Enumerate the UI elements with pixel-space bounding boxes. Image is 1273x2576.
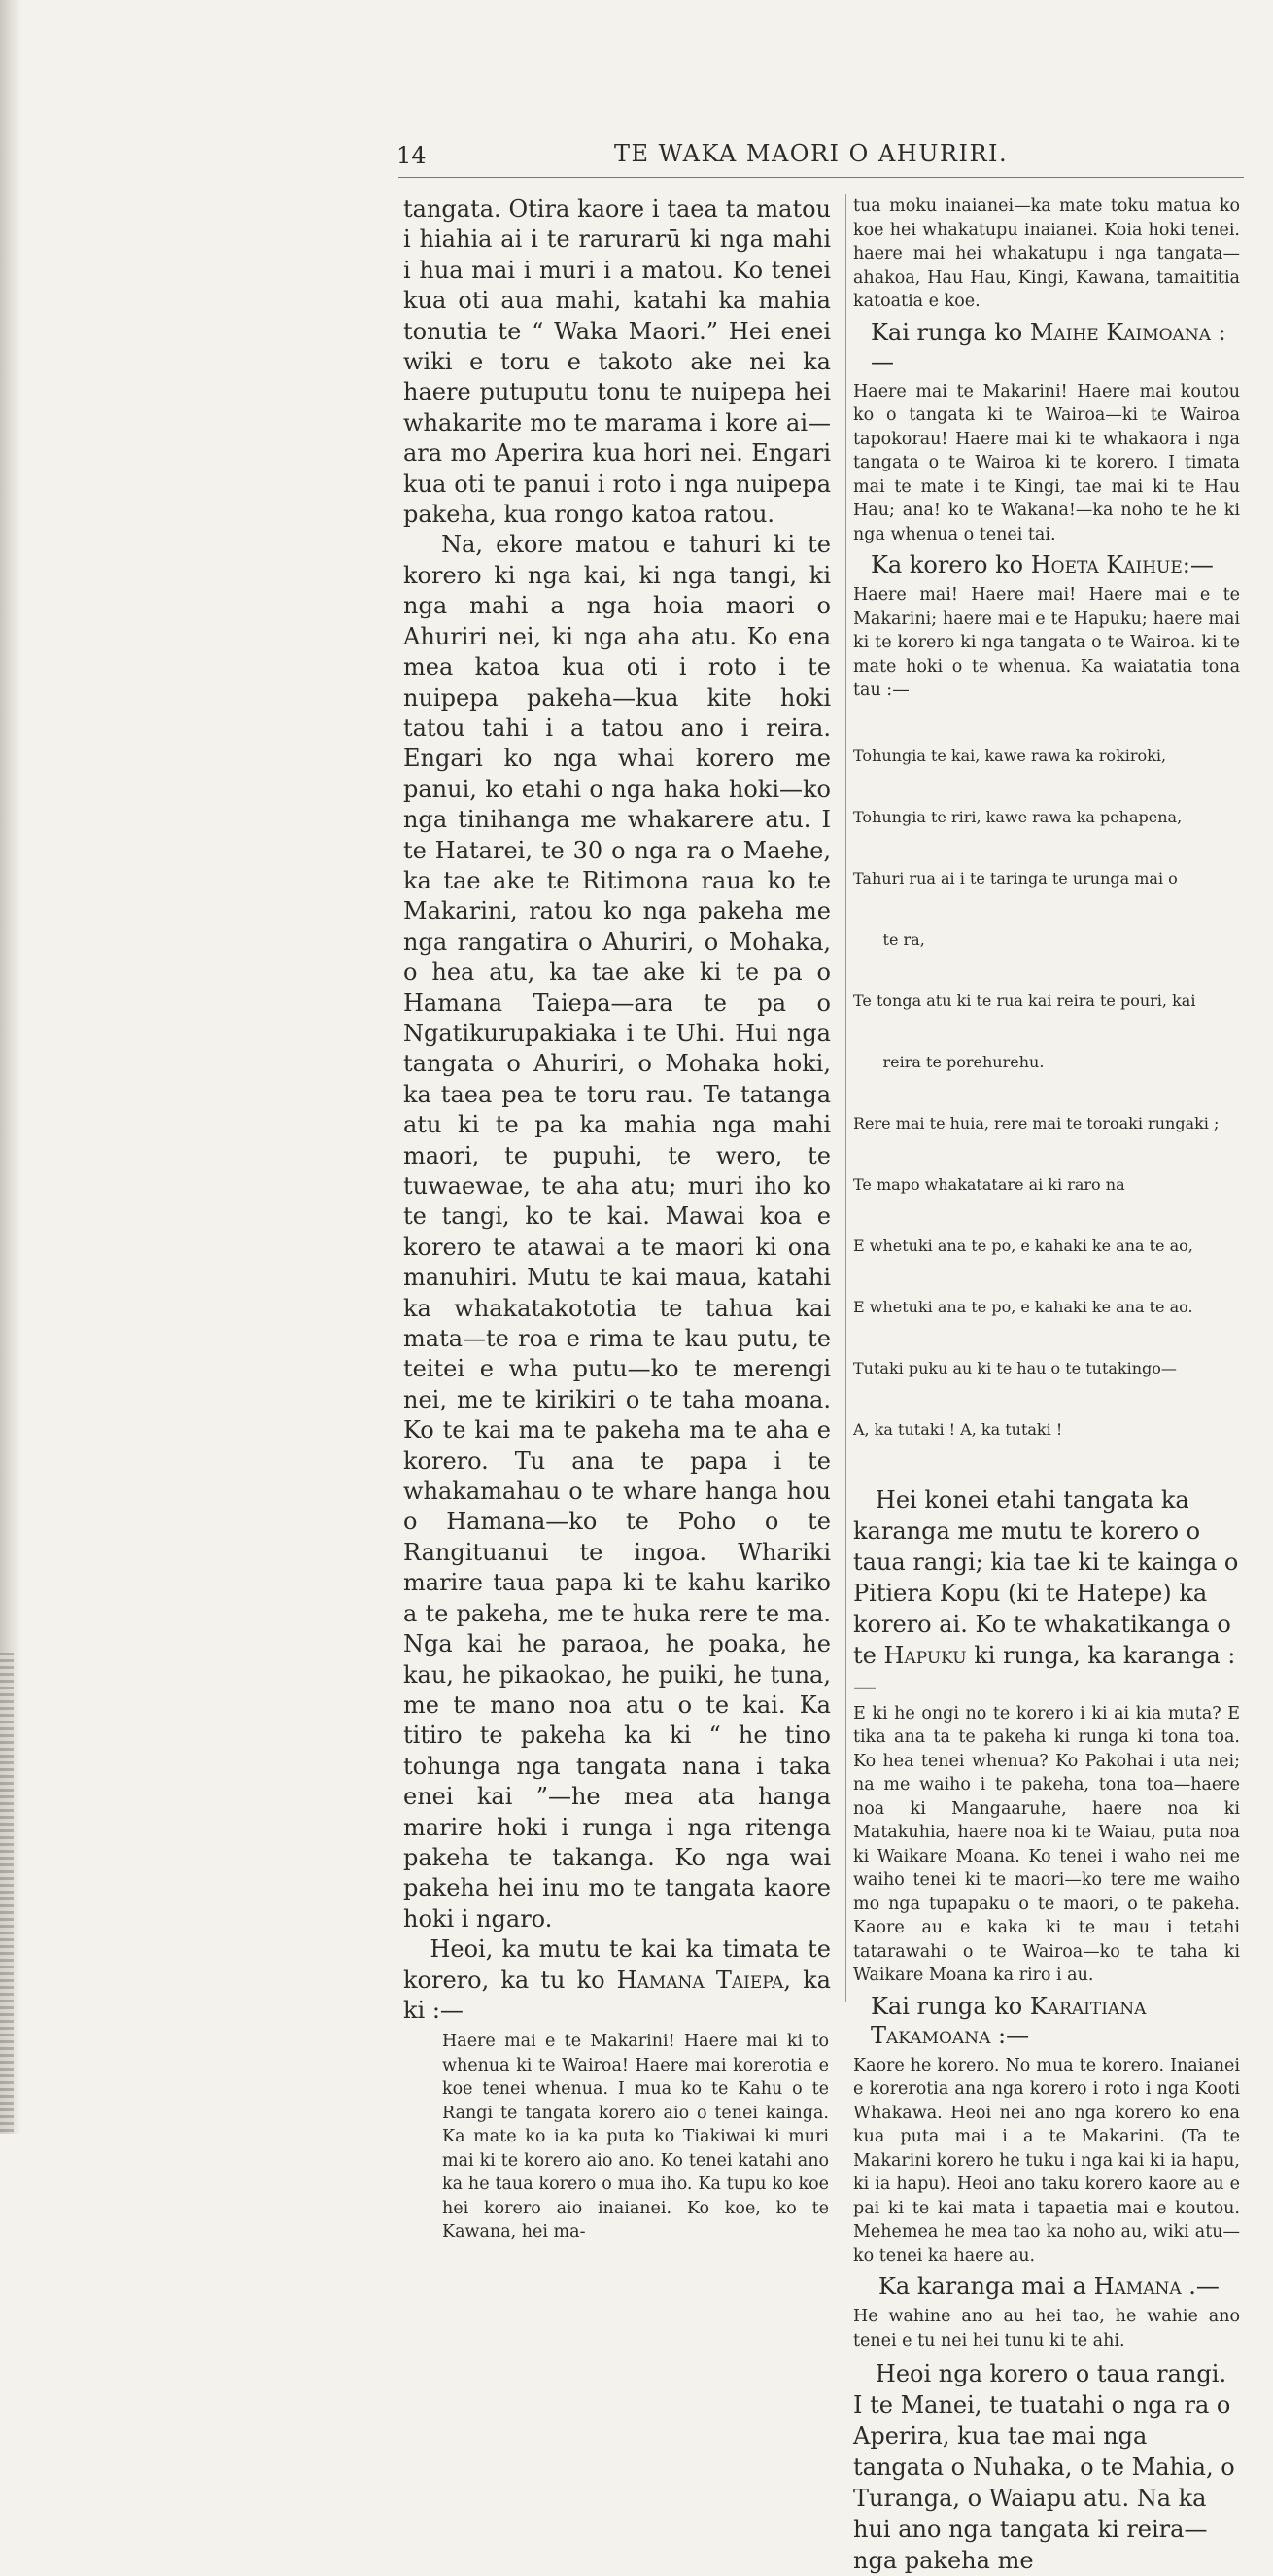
heading-suffix: :—: [990, 2021, 1030, 2049]
speaker-heading-karaitiana: [843, 1992, 1244, 2050]
speaker-heading-hoeta: [843, 550, 1244, 579]
heading-suffix: :—: [871, 318, 1226, 375]
heading-suffix: .—: [1181, 2273, 1220, 2300]
closing-paragraph: Heoi nga korero o taua rangi. I te Manei, te tuatahi o nga ra o Aperira, kua tae mai nga tangata o Nuhaka, o te Mahia, o Turanga, o Waiapu atu. Na ka hui ano nga tangata ki reira—nga pakeha me: [853, 2360, 1243, 2574]
heading-prefix: Kai runga ko: [871, 318, 1030, 346]
narrative-tail: ki runga, ka karanga :—: [853, 1641, 1236, 1700]
heading-prefix: Kai runga ko: [871, 1992, 1030, 2020]
heading-name: Maihe Kaimoana: [1029, 318, 1211, 346]
speech-continued: tua moku inaianei—ka mate toku matua ko koe hei whakatupu inaianei. Koia hoki tenei. haere mai hei whakatupu i nga tangata—ahakoa, Hau Hau, Kingi, Kawana, tamaititia katoatia e koe.: [853, 196, 1246, 311]
speaker-name: Hamana Taiepa: [616, 1966, 784, 1994]
left-body-text: [403, 194, 839, 2026]
poem-line: Te mapo whakatatare ai ki raro na: [853, 1174, 1125, 1194]
speaker-heading-hamana: [843, 2272, 1244, 2301]
speaker-tail: , ka ki :—: [403, 1966, 839, 2024]
speaker-heading-maihe: [843, 318, 1244, 376]
left-column: [403, 194, 839, 2245]
poem-line: E whetuki ana te po, e kahaki ke ana te ao,: [853, 1236, 1193, 1255]
karaitiana-speech: Kaore he korero. No mua te korero. Inaianei e korerotia ana nga korero i roto i nga Kooti Whakawa. Heoi nei ano nga korero ko ena kua puta mai i a te Makarini. (Ta te Makarini korero he tuku i nga kai ki ia hapu, ki ia hapu). Heoi ano taku korero kaore au e pai ki te kai mata i tapaetia mai e koutou. Mehemea he mea tao ka noho au, wiki atu—ko tenei ka haere au.: [853, 2055, 1246, 2266]
poem-line: Rere mai te huia, rere mai te toroaki rungaki ;: [853, 1113, 1220, 1132]
narrative-paragraph: [843, 1484, 1244, 1702]
poem-line: Tohungia te kai, kawe rawa ka rokiroki,: [853, 746, 1167, 765]
heading-suffix: :—: [1182, 551, 1214, 578]
poem-line: A, ka tutaki ! A, ka tutaki !: [853, 1419, 1063, 1439]
heading-prefix: Ka korero ko: [871, 551, 1031, 578]
poem-line: Tahuri rua ai i te taringa te urunga mai o: [853, 868, 1178, 888]
left-body-main: tangata. Otira kaore i taea ta matou i hiahia ai i te rarurarū ki nga mahi i hua mai i muri i a matou. Ko tenei kua oti aua mahi, katahi ka mahia tonutia te “ Waka Maori.” Hei enei wiki e toru e takoto ake nei ka haere putuputu tonu te nuipepa hei whakarite mo te marama i kore ai—ara mo Aperira kua hori nei. Engari kua oti te panui i roto i nga nuipepa pakeha, kua rongo katoa ratou. Na, ekore matou e tahuri ki te korero ki nga kai, ki nga tangi, ki nga mahi a nga hoia maori o Ahuriri nei, ki nga aha atu. Ko ena mea katoa kua oti i roto i te nuipepa pakeha—kua kite hoki tatou tahi i a tatou ano i reira. Engari ko nga whai korero me panui, ko etahi o nga haka hoki—ko nga tinihanga me whakarere atu. I te Hatarei, te 30 o nga ra o Maehe, ka tae ake te Ritimona raua ko te Makarini, ratou ko nga pakeha me nga rangatira o Ahuriri, o Mohaka, o hea atu, ka tae ake ki te pa o Hamana Taiepa—ara te pa o Ngatikurupakiaka i te Uhi. Hui nga tangata o Ahuriri, o Mohaka hoki, ka taea pea te toru rau. Te tatanga atu ki te pa ka mahia nga mahi maori, te pupuhi, te wero, te tuwaewae, te aha atu; muri iho ko te tangi, ko te kai. Mawai koa e korero te atawai a te maori ki ona manuhiri. Mutu te kai maua, katahi ka whakatakototia te tahua kai mata—te roa e rima te kau putu, te teitei e wha putu—ko te merengi nei, me te kirikiri o te taha moana. Ko te kai ma te pakeha ma te aha e korero. Tu ana te papa i te whakamahau o te whare hanga hou o Hamana—ko te Poho o te Rangituanui te ingoa. Whariki marire taua papa ki te kahu kariko a te pakeha, me te huka rere te ma. Nga kai he paraoa, he poaka, he kau, he pikaokao, he puiki, he tuna, me te mano noa atu o te kai. Ka titiro te pakeha ka ki “ he tino tohunga nga tangata nana i taka enei kai ”—he mea ata hanga marire hoki i runga i nga ritenga pakeha te takanga. Ko nga wai pakeha hei inu mo te tangata kaore hoki i ngaro. Heoi, ka mutu te kai ka timata te korero, ka tu ko: [403, 195, 832, 1994]
poem-line: Tutaki puku au ki te hau o te tutakingo—: [853, 1358, 1177, 1377]
narrative-text: Hei konei etahi tangata ka karanga me mutu te korero o taua rangi; kia tae ki te kainga o Pitiera Kopu (ki te Hatepe) ka korero ai. Ko te whakatikanga o te: [853, 1485, 1246, 1669]
heading-name: Hamana: [1093, 2273, 1182, 2300]
hamana-speech: Haere mai e te Makarini! Haere mai ki to whenua ki te Wairoa! Haere mai korerotia e koe tenei whenua. I mua ko te Kahu o te Rangi te tangata korero aio o tenei kainga. Ka mate ko ia ka puta ko Tiakiwai ki muri mai ki te korero aio ano. Ko tenei katahi ano ka he taua korero o mua iho. Ka tupu ko koe hei korero aio inaianei. Ko koe, ko te Kawana, hei ma-: [442, 2032, 835, 2243]
poem-line: Tohungia te riri, kawe rawa ka pehapena,: [853, 807, 1183, 826]
right-column: [843, 194, 1244, 2576]
waiata-poem: [843, 705, 1244, 1480]
hoeta-speech: Haere mai! Haere mai! Haere mai e te Makarini; haere mai e te Hapuku; haere mai ki te korero ki nga tangata o te Wairoa. ki te mate hoki o te whenua. Ka waiatatia tona tau :—: [853, 585, 1246, 700]
narrative-name: Hapuku: [883, 1641, 967, 1669]
hamana-reply: He wahine ano au hei tao, he wahie ano tenei e tu nei hei tunu ki te ahi.: [853, 2307, 1246, 2350]
maihe-speech: Haere mai te Makarini! Haere mai koutou ko o tangata ki te Wairoa—ki te Wairoa tapokorau! Haere mai ki te whakaora i nga tangata o te Wairoa ki te korero. I timata mai te mate i te Kingi, tae mai ki te Hau Hau; ana! ko te Wakana!—ka noho te he ki nga whenua o tenei tai.: [853, 381, 1246, 544]
hapuku-speech: E ki he ongi no te korero i ki ai kia muta? E tika ana ta te pakeha ki runga ki tona toa. Ko hea tenei whenua? Ko Pakohai i uta nei; na me waiho i te pakeha, tona toa—haere noa ki Mangaaruhe, haere noa ki Matakuhia, haere noa ki te Waiau, puta noa ki Waikare Moana. Ko tenei i waho nei me waiho tenei ki te maori—ko tere me waiho mo nga tupapaku o te maori, o te pakeha. Kaore au e kaka ki te mau i tetahi tatarawahi o te Wairoa—ko te taha ki Waikare Moana ka riro i au.: [853, 1703, 1246, 1985]
page-number: 14: [396, 142, 427, 169]
running-title: TE WAKA MAORI O AHURIRI.: [614, 140, 1009, 167]
heading-prefix: Ka karanga mai a: [878, 2273, 1094, 2300]
poem-line: E whetuki ana te po, e kahaki ke ana te ao.: [853, 1297, 1193, 1316]
poem-line: reira te porehurehu.: [853, 1052, 1045, 1071]
poem-line: Te tonga atu ki te rua kai reira te pouri, kai: [853, 991, 1196, 1010]
heading-name: Karaitiana Takamoana: [871, 1992, 1153, 2049]
header-rule: [398, 177, 1244, 178]
poem-line: te ra,: [853, 929, 925, 949]
page-header: [398, 138, 1273, 177]
scan-binding-marks: [0, 1653, 14, 2134]
heading-name: Hoeta Kaihue: [1030, 551, 1183, 578]
